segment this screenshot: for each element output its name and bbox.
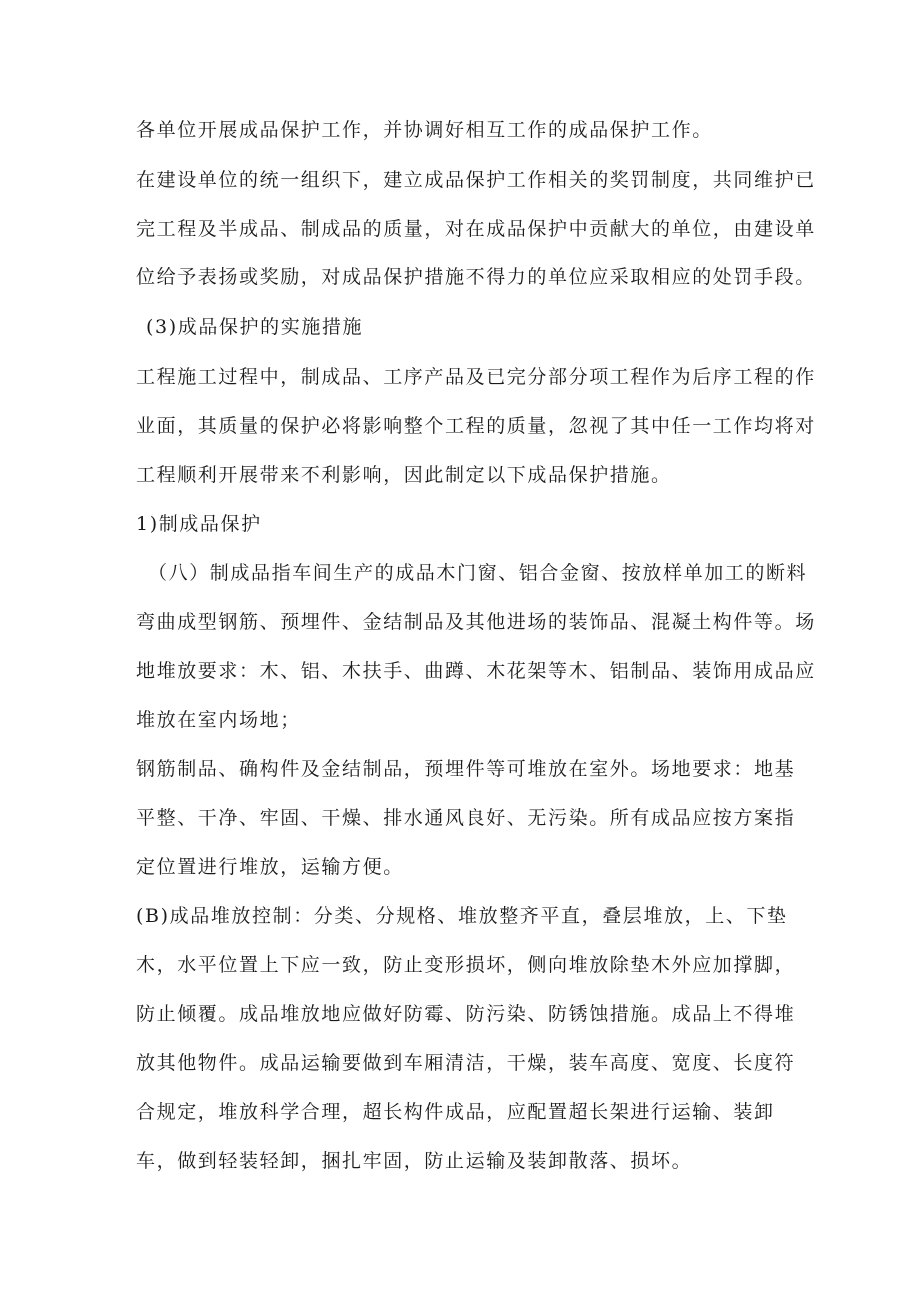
- text-line: 弯曲成型钢筋、预埋件、金结制品及其他进场的装饰品、混凝土构件等。场: [136, 611, 816, 633]
- text-line: 防止倾覆。成品堆放地应做好防霉、防污染、防锈蚀措施。成品上不得堆: [136, 1003, 796, 1025]
- text-line: 各单位开展成品保护工作，并协调好相互工作的成品保护工作。: [136, 119, 713, 141]
- text-line: 木，水平位置上下应一致，防止变形损坏，侧向堆放除垫木外应加撑脚，: [136, 954, 796, 976]
- text-line: 位给予表扬或奖励，对成品保护措施不得力的单位应采取相应的处罚手段。: [136, 266, 816, 288]
- text-line: 在建设单位的统一组织下，建立成品保护工作相关的奖罚制度，共同维护已: [136, 169, 816, 191]
- text-line: （八）制成品指车间生产的成品木门窗、铝合金窗、按放样单加工的断料: [148, 562, 808, 584]
- text-line: 平整、干净、牢固、干燥、排水通风良好、无污染。所有成品应按方案指: [136, 807, 796, 829]
- text-line: 放其他物件。成品运输要做到车厢清洁，干燥，装车高度、宽度、长度符: [136, 1052, 796, 1074]
- text-line: 钢筋制品、确构件及金结制品，预埋件等可堆放在室外。场地要求：地基: [136, 758, 796, 780]
- text-line: 定位置进行堆放，运输方便。: [136, 856, 404, 878]
- text-line: 车，做到轻装轻卸，捆扎牢固，防止运输及装卸散落、损坏。: [136, 1150, 693, 1172]
- text-line: 完工程及半成品、制成品的质量，对在成品保护中贡献大的单位，由建设单: [136, 218, 816, 240]
- text-line: 工程顺利开展带来不利影响，因此制定以下成品保护措施。: [136, 464, 672, 486]
- text-line: (B)成品堆放控制：分类、分规格、堆放整齐平直，叠层堆放，上、下垫: [136, 905, 788, 927]
- subsection-heading: 1)制成品保护: [136, 513, 262, 535]
- text-line: 地堆放要求：木、铝、木扶手、曲蹲、木花架等木、铝制品、装饰用成品应: [136, 660, 816, 682]
- section-heading: (3)成品保护的实施措施: [146, 316, 364, 338]
- text-line: 工程施工过程中，制成品、工序产品及已完分部分项工程作为后序工程的作: [136, 366, 816, 388]
- text-line: 合规定，堆放科学合理，超长构件成品，应配置超长架进行运输、装卸: [136, 1101, 775, 1123]
- text-line: 堆放在室内场地；: [136, 709, 301, 731]
- text-line: 业面，其质量的保护必将影响整个工程的质量，忽视了其中任一工作均将对: [136, 415, 816, 437]
